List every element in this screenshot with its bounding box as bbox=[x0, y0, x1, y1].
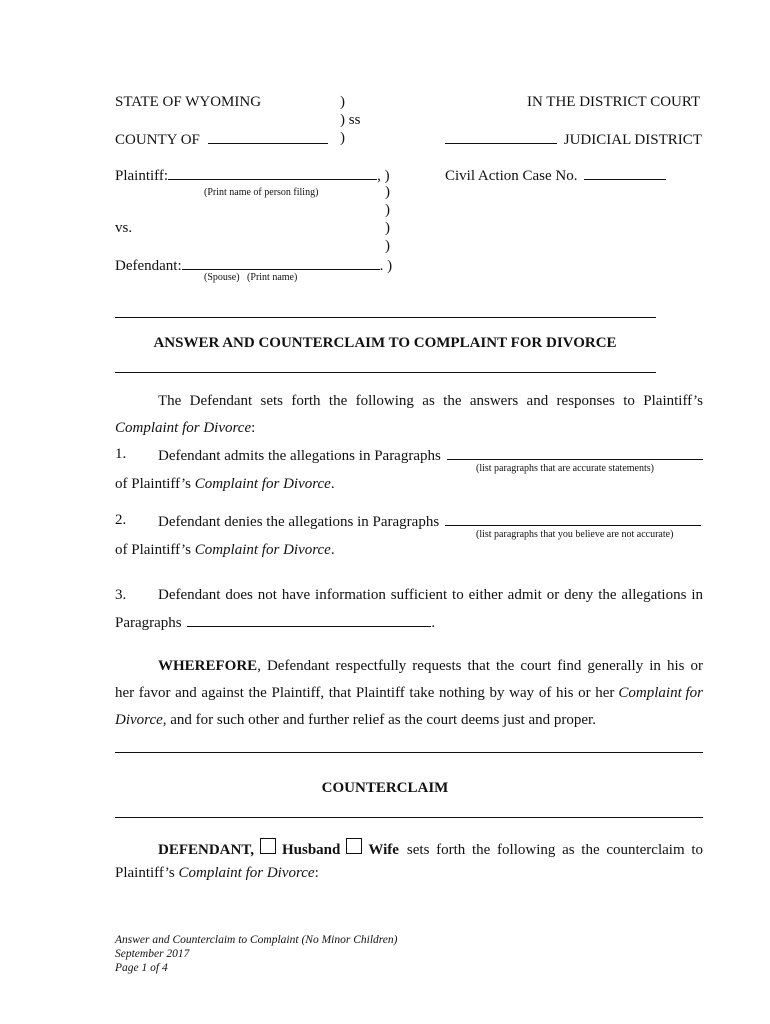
of-plaintiff: of Plaintiff’s bbox=[115, 476, 191, 492]
item-2-hint: (list paragraphs that you believe are not accurate) bbox=[476, 529, 674, 540]
item-3-number: 3. bbox=[115, 587, 127, 603]
item-3-paragraphs-field[interactable] bbox=[187, 613, 431, 627]
county-field[interactable] bbox=[208, 130, 328, 144]
caption-ss: ) ss bbox=[340, 112, 361, 128]
court-label: IN THE DISTRICT COURT bbox=[527, 94, 701, 110]
case-number-row bbox=[445, 166, 666, 185]
wherefore-bold: WHEREFORE bbox=[158, 658, 258, 674]
vs-label: vs. bbox=[115, 220, 133, 236]
wife-label: Wife bbox=[368, 842, 399, 858]
counterclaim-line-2 bbox=[115, 865, 319, 882]
item-2-of bbox=[115, 542, 335, 559]
caption-paren: ) bbox=[385, 238, 390, 254]
title-bottom-rule bbox=[115, 372, 656, 373]
intro-colon: : bbox=[251, 420, 256, 436]
title-top-rule bbox=[115, 317, 656, 318]
counterclaim-heading: COUNTERCLAIM bbox=[321, 780, 449, 796]
intro-line-2 bbox=[115, 420, 255, 437]
caption-paren: ) bbox=[385, 184, 390, 200]
plaintiff-hint: (Print name of person filing) bbox=[204, 187, 319, 198]
caption-paren: , ) bbox=[377, 168, 390, 184]
county-row bbox=[115, 130, 328, 149]
plaintiff-row bbox=[115, 166, 390, 185]
complaint-title: Complaint for Divorce bbox=[194, 542, 331, 558]
document-title: ANSWER AND COUNTERCLAIM TO COMPLAINT FOR DIVORCE bbox=[153, 335, 617, 351]
footer-title: Answer and Counterclaim to Complaint (No Minor Children) bbox=[115, 934, 398, 946]
period: . bbox=[330, 476, 335, 492]
caption-paren: . ) bbox=[379, 258, 393, 274]
item-2-text: Defendant denies the allegations in Paragraphs bbox=[158, 514, 440, 530]
husband-checkbox[interactable] bbox=[260, 838, 276, 854]
period: . bbox=[431, 615, 436, 631]
wherefore-line-3 bbox=[115, 712, 596, 729]
caption-paren: ) bbox=[385, 202, 390, 218]
defendant-bold: DEFENDANT, bbox=[158, 842, 254, 858]
wherefore-line-3-text: , and for such other and further relief as the court deems just and proper. bbox=[162, 712, 596, 728]
wherefore-rest: , Defendant respectfully requests that the court find generally in his or bbox=[257, 658, 703, 674]
item-1-text: Defendant admits the allegations in Paragraphs bbox=[158, 448, 441, 464]
paragraphs-label: Paragraphs bbox=[115, 615, 182, 631]
of-plaintiff: of Plaintiff’s bbox=[115, 542, 191, 558]
footer-page: Page 1 of 4 bbox=[115, 962, 168, 974]
wife-checkbox[interactable] bbox=[346, 838, 362, 854]
wherefore-lead bbox=[158, 658, 257, 675]
wherefore-line-1 bbox=[158, 658, 703, 675]
defendant-hint: (Spouse) (Print name) bbox=[204, 272, 298, 283]
case-number-label: Civil Action Case No. bbox=[445, 168, 578, 184]
colon: : bbox=[314, 865, 319, 881]
item-1-hint: (list paragraphs that are accurate statements) bbox=[476, 463, 654, 474]
defendant-label: Defendant: bbox=[115, 258, 182, 274]
complaint-title: Complaint for bbox=[618, 685, 703, 701]
defendant-name-field[interactable] bbox=[182, 256, 380, 270]
plaintiffs-label: Plaintiff’s bbox=[115, 865, 175, 881]
item-1-number: 1. bbox=[115, 446, 127, 462]
item-1-of bbox=[115, 476, 335, 493]
item-3-text: Defendant does not have information sufficient to either admit or deny the allegations in bbox=[158, 587, 703, 603]
county-label: COUNTY OF bbox=[115, 132, 200, 148]
period: . bbox=[330, 542, 335, 558]
plaintiff-name-field[interactable] bbox=[168, 166, 377, 180]
district-field[interactable] bbox=[445, 130, 557, 144]
wherefore-line-2 bbox=[115, 685, 703, 702]
item-1-paragraphs-field[interactable] bbox=[447, 446, 703, 460]
district-row bbox=[445, 130, 702, 149]
case-number-field[interactable] bbox=[584, 166, 666, 180]
intro-line-1: The Defendant sets forth the following as the answers and responses to Plaintiff’s bbox=[158, 393, 703, 409]
plaintiff-label: Plaintiff: bbox=[115, 168, 169, 184]
caption-paren: ) bbox=[340, 94, 345, 110]
complaint-title: Complaint for Divorce bbox=[194, 476, 331, 492]
counterclaim-rest: sets forth the following as the counterclaim to bbox=[406, 842, 703, 858]
complaint-title: Complaint for Divorce bbox=[115, 420, 252, 436]
item-3-row bbox=[115, 613, 435, 632]
caption-paren: ) bbox=[385, 220, 390, 236]
counterclaim-line-1 bbox=[158, 838, 703, 859]
item-2-paragraphs-field[interactable] bbox=[445, 512, 701, 526]
item-2-number: 2. bbox=[115, 512, 127, 528]
husband-label: Husband bbox=[281, 842, 341, 858]
wherefore-line-2-text: her favor and against the Plaintiff, that Plaintiff take nothing by way of his or her bbox=[115, 685, 615, 701]
counterclaim-top-rule bbox=[115, 752, 703, 753]
caption-paren: ) bbox=[340, 130, 345, 146]
footer-date: September 2017 bbox=[115, 948, 190, 960]
complaint-title: Complaint for Divorce bbox=[178, 865, 315, 881]
district-label: JUDICIAL DISTRICT bbox=[563, 132, 702, 148]
state-label: STATE OF WYOMING bbox=[115, 94, 262, 110]
counterclaim-bottom-rule bbox=[115, 817, 703, 818]
complaint-title: Divorce bbox=[115, 712, 163, 728]
